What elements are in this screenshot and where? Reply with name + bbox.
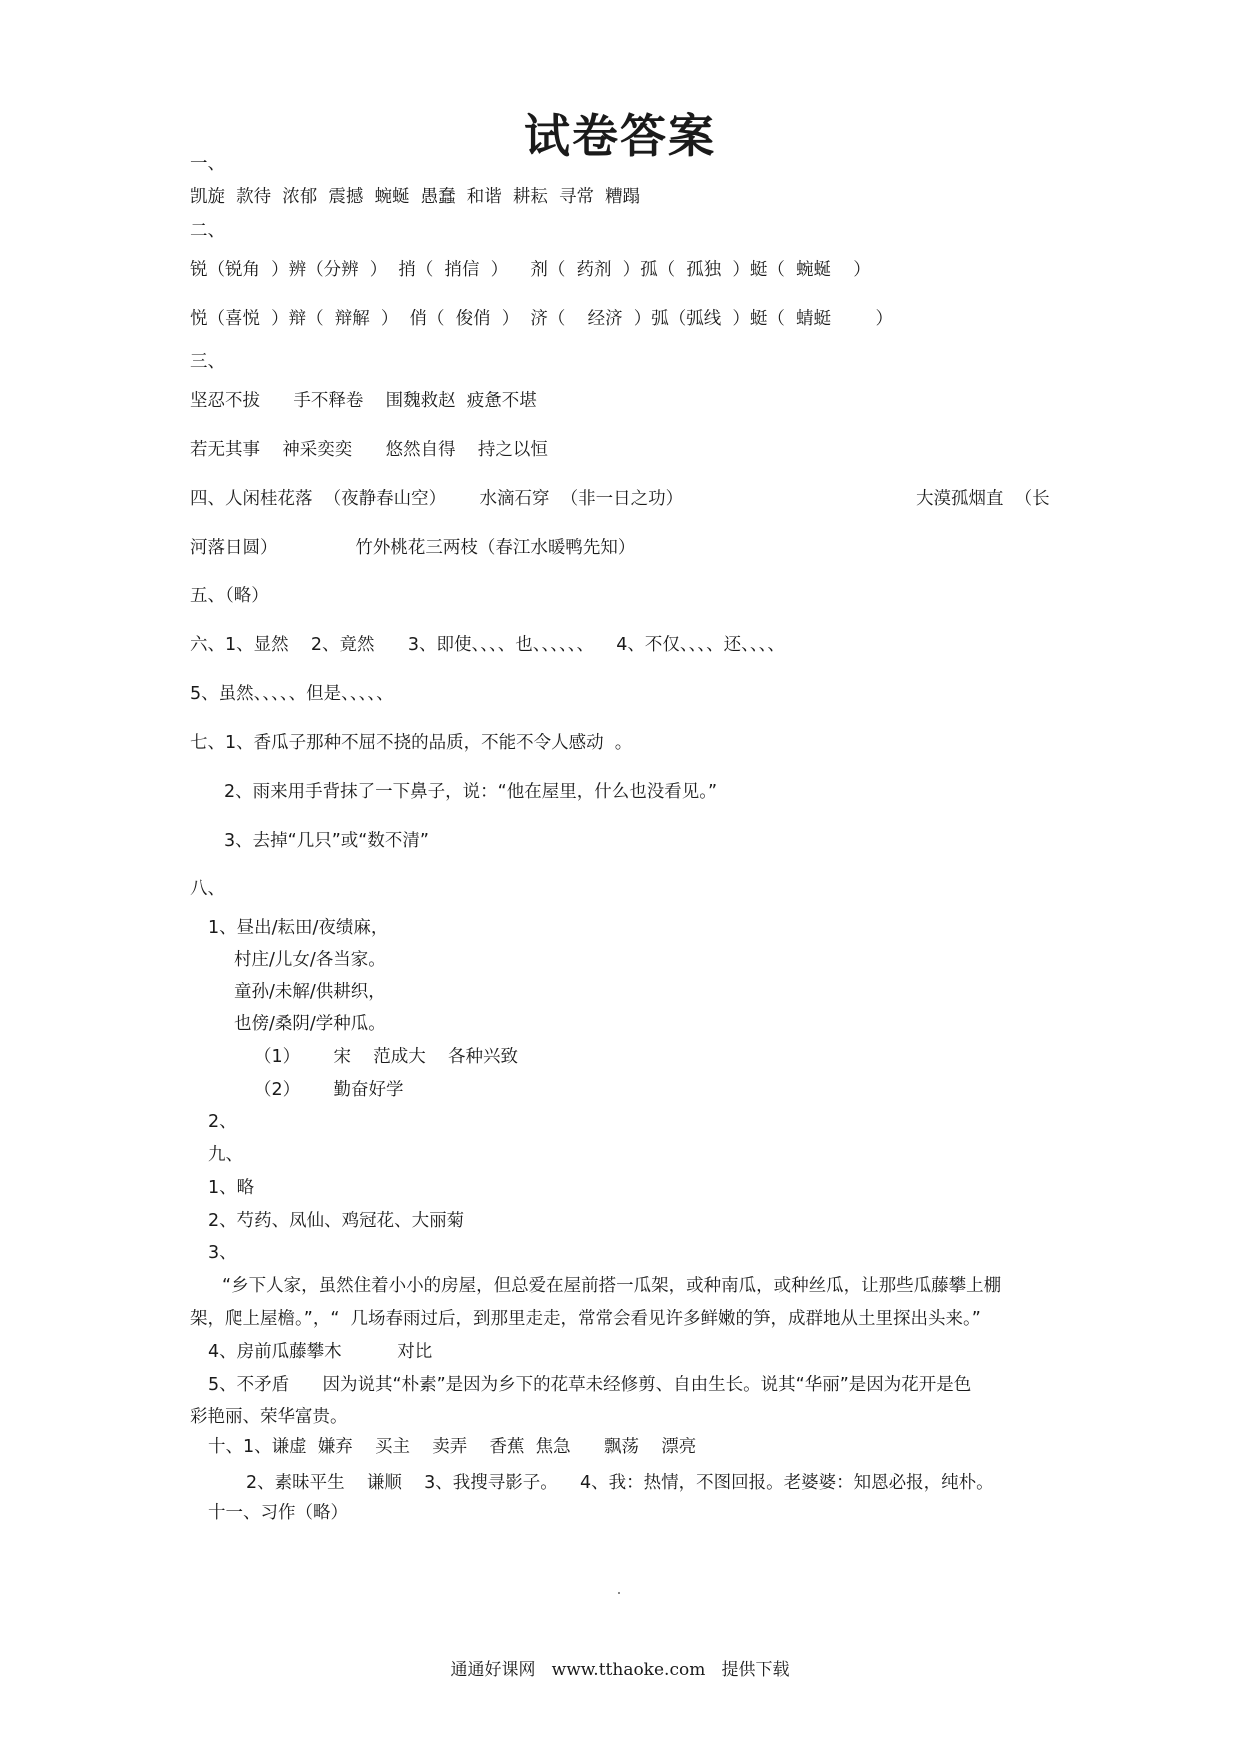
answer-line-s9-quote1: “乡下人家，虽然住着小小的房屋，但总爱在屋前搭一瓜架，或种南瓜，或种丝瓜，让那些瓜藤攀上棚 [222,1276,1002,1296]
answer-line-s6-row1: 六、1、显然 2、竟然 3、即使、、、、也、、、、、、 4、不仅、、、、还、、、、 [190,635,785,655]
answer-line-s7-1: 七、1、香瓜子那种不屈不挠的品质，不能不令人感动 。 [190,733,633,753]
answer-line-s11: 十一、习作（略） [208,1503,348,1523]
answer-line-s10-2: 2、素昧平生 谦顺 3、我搜寻影子。 4、我：热情，不图回报。老婆婆：知恩必报，纯朴。 [246,1473,994,1493]
footer-credit: 通通好课网 www.tthaoke.com 提供下载 [450,1660,790,1680]
answer-line-s7-2: 2、雨来用手背抹了一下鼻子，说：“他在屋里，什么也没看见。” [224,782,718,802]
answer-line-s9-5a: 5、不矛盾 因为说其“朴素”是因为乡下的花草未经修剪、自由生长。说其“华丽”是因为花开是色 [208,1375,972,1395]
answer-line-s4-row1b: 大漠孤烟直 （长 [916,489,1050,509]
answer-line-s8-q1: （1） 宋 范成大 各种兴致 [254,1047,519,1067]
answer-line-s8-1d: 也傍/桑阴/学种瓜。 [234,1014,386,1034]
answer-line-s1-head: 一、 [190,154,225,174]
answer-line-s8-1a: 1、昼出/耘田/夜绩麻， [208,918,389,938]
answer-line-s1-words: 凯旋 款待 浓郁 震撼 蜿蜒 愚蠢 和谐 耕耘 寻常 糟蹋 [190,187,641,207]
answer-line-s5: 五、（略） [190,586,269,606]
answer-line-s9-2: 2、芍药、凤仙、鸡冠花、大丽菊 [208,1211,465,1231]
answer-line-s9-quote2: 架，爬上屋檐。”，“ 几场春雨过后，到那里走走，常常会看见许多鲜嫩的笋，成群地从土里探出头来。” [190,1309,981,1329]
answer-line-s6-row2: 5、虽然、、、、、但是、、、、、 [190,684,394,704]
answer-line-s8-head: 八、 [190,879,225,899]
answer-line-s4-row2: 河落日圆） 竹外桃花三两枝（春江水暖鸭先知） [190,538,636,558]
answer-line-s8-1c: 童孙/未解/供耕织， [234,982,386,1002]
answer-line-s10-1: 十、1、谦虚 嫌弃 买主 卖弄 香蕉 焦急 飘荡 漂亮 [208,1437,697,1457]
answer-line-s3-row1: 坚忍不拔 手不释卷 围魏救赵 疲惫不堪 [190,391,537,411]
answer-line-s4-row1a: 四、人闲桂花落 （夜静春山空） 水滴石穿 （非一日之功） [190,489,684,509]
answer-line-s2-head: 二、 [190,221,225,241]
scan-speck [618,1592,620,1594]
answer-line-s7-3: 3、去掉“几只”或“数不清” [224,831,429,851]
answer-line-s3-row2: 若无其事 神采奕奕 悠然自得 持之以恒 [190,440,548,460]
answer-line-s2-row1: 锐（锐角 ）辨（分辨 ） 捎（ 捎信 ） 剂（ 药剂 ）孤（ 孤独 ）蜓（ 蜿蜒 ） [190,260,871,280]
answer-line-s9-head: 九、 [208,1145,243,1165]
answer-line-s8-q2: （2） 勤奋好学 [254,1080,404,1100]
answer-line-s9-1: 1、略 [208,1178,255,1198]
answer-line-s8-1b: 村庄/儿女/各当家。 [234,950,386,970]
answer-line-s3-head: 三、 [190,352,225,372]
answer-line-s9-3: 3、 [208,1243,237,1263]
page-title: 试卷答案 [524,109,716,163]
answer-line-s2-row2: 悦（喜悦 ）辩（ 辩解 ） 俏（ 俊俏 ） 济（ 经济 ）弧（弧线 ）蜓（ 蜻蜓 ） [190,309,894,329]
answer-line-s9-4: 4、房前瓜藤攀木 对比 [208,1342,433,1362]
answer-line-s9-5b: 彩艳丽、荣华富贵。 [190,1407,348,1427]
answer-line-s8-2: 2、 [208,1112,237,1132]
